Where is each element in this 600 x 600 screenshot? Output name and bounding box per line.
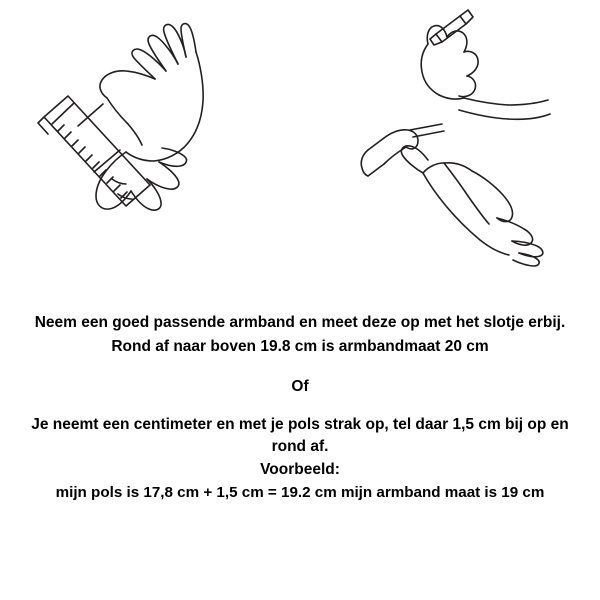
instruction-example-calculation: mijn pols is 17,8 cm + 1,5 cm = 19.2 cm mijn armband maat is 19 cm	[55, 484, 545, 501]
measure-with-tape-illustration	[310, 0, 590, 275]
illustration-row	[0, 0, 600, 280]
instruction-paragraph-1: Neem een goed passende armband en meet deze op met het slotje erbij.	[34, 314, 566, 331]
instruction-paragraph-2: Rond af naar boven 19.8 cm is armbandmaat 20 cm	[111, 338, 489, 355]
instruction-divider-or: Of	[291, 378, 309, 395]
instruction-example-label: Voorbeeld:	[260, 461, 340, 478]
measure-with-bracelet-illustration	[8, 0, 288, 275]
instructions-text-block	[0, 312, 600, 504]
instruction-paragraph-3: Je neemt een centimeter en met je pols strak op, tel daar 1,5 cm bij op en rond af.	[31, 416, 569, 455]
